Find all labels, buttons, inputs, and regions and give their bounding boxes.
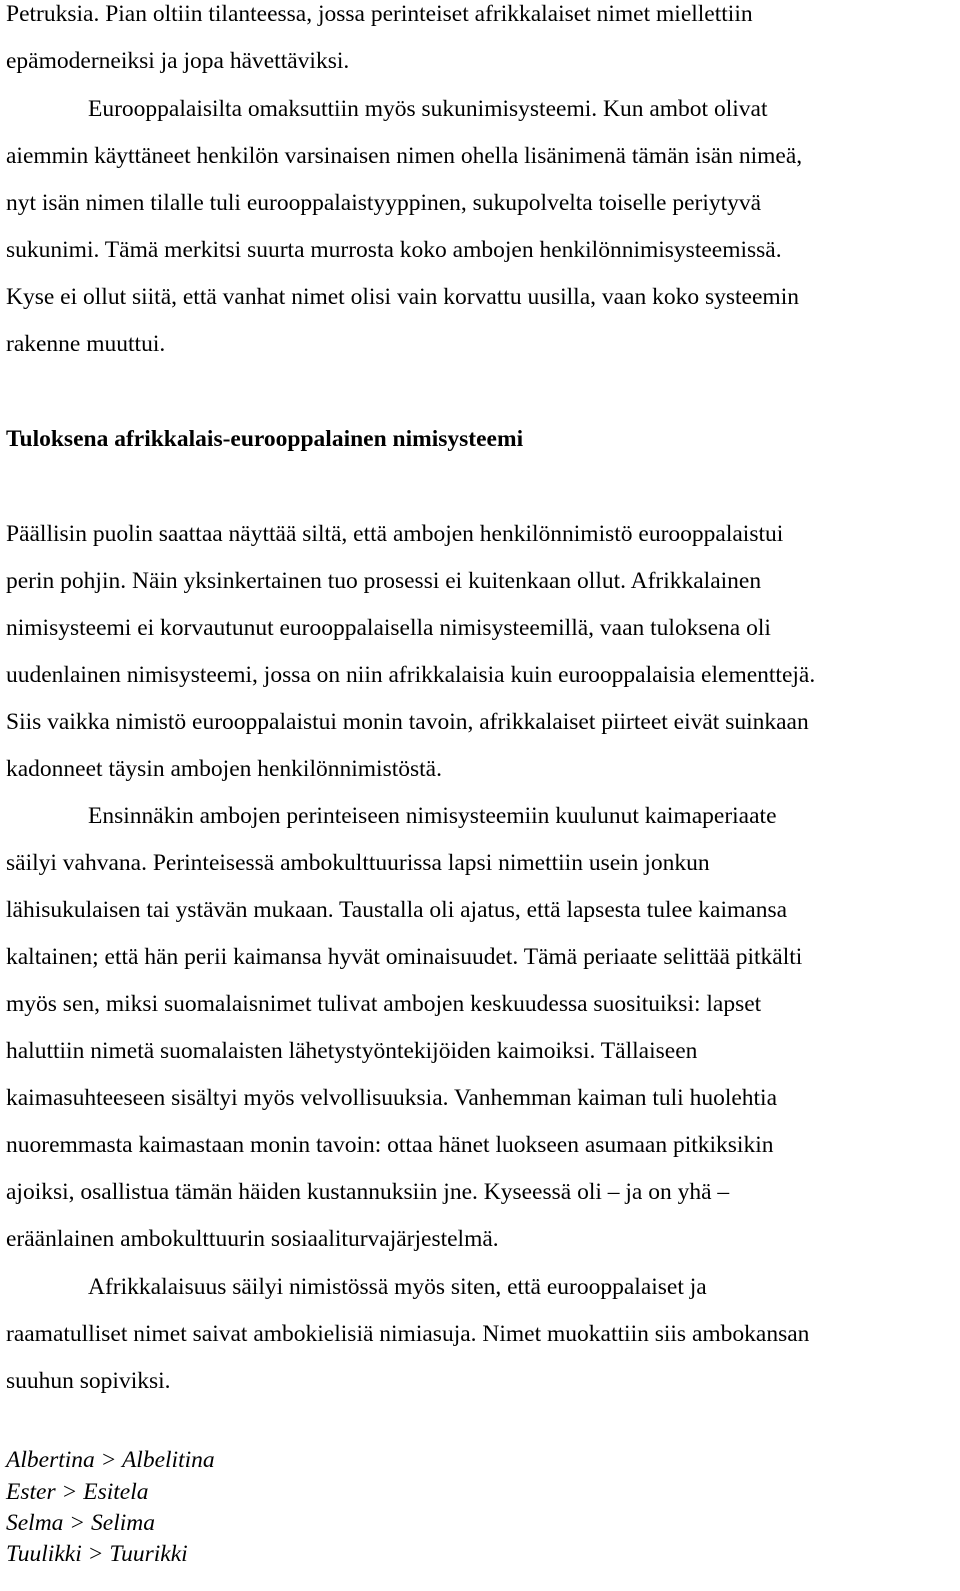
text-line: myös sen, miksi suomalaisnimet tulivat ambojen keskuudessa suosituiksi: lapset [6,991,762,1017]
text-line: Eurooppalaisilta omaksuttiin myös sukunimisysteemi. Kun ambot olivat [88,96,768,122]
text-line: Afrikkalaisuus säilyi nimistössä myös siten, että eurooppalaiset ja [88,1274,707,1300]
text-line: nuoremmasta kaimastaan monin tavoin: ottaa hänet luokseen asumaan pitkiksikin [6,1132,774,1158]
text-line: lähisukulaisen tai ystävän mukaan. Taustalla oli ajatus, että lapsesta tulee kaimansa [6,897,788,923]
text-line: kadonneet täysin ambojen henkilönnimistöstä. [6,756,442,782]
name-example: Albertina > Albelitina [6,1447,215,1473]
text-line: Petruksia. Pian oltiin tilanteessa, jossa perinteiset afrikkalaiset nimet miellettiin [6,1,753,27]
text-line: Päällisin puolin saattaa näyttää siltä, että ambojen henkilönnimistö eurooppalaistui [6,521,784,547]
text-line: perin pohjin. Näin yksinkertainen tuo prosessi ei kuitenkaan ollut. Afrikkalainen [6,568,762,594]
text-line: suuhun sopiviksi. [6,1368,171,1394]
text-line: eräänlainen ambokulttuurin sosiaaliturvajärjestelmä. [6,1226,499,1252]
text-line: Kyse ei ollut siitä, että vanhat nimet olisi vain korvattu uusilla, vaan koko systeemin [6,284,799,310]
section-heading: Tuloksena afrikkalais-eurooppalainen nimisysteemi [6,426,524,452]
text-line: haluttiin nimetä suomalaisten lähetystyöntekijöiden kaimoiksi. Tällaiseen [6,1038,698,1064]
text-line: sukunimi. Tämä merkitsi suurta murrosta koko ambojen henkilönnimisysteemissä. [6,237,782,263]
name-example: Ester > Esitela [6,1479,149,1505]
text-line: nyt isän nimen tilalle tuli eurooppalaistyyppinen, sukupolvelta toiselle periytyvä [6,190,762,216]
text-line: ajoiksi, osallistua tämän häiden kustannuksiin jne. Kyseessä oli – ja on yhä – [6,1179,730,1205]
text-line: Ensinnäkin ambojen perinteiseen nimisysteemiin kuulunut kaimaperiaate [88,803,777,829]
name-example: Selma > Selima [6,1510,155,1536]
text-line: aiemmin käyttäneet henkilön varsinaisen nimen ohella lisänimenä tämän isän nimeä, [6,143,803,169]
name-example: Tuulikki > Tuurikki [6,1541,188,1567]
text-line: kaimasuhteeseen sisältyi myös velvollisuuksia. Vanhemman kaiman tuli huolehtia [6,1085,778,1111]
text-line: epämoderneiksi ja jopa hävettäviksi. [6,48,350,74]
text-line: rakenne muuttui. [6,331,166,357]
text-line: säilyi vahvana. Perinteisessä ambokulttuurissa lapsi nimettiin usein jonkun [6,850,710,876]
text-line: nimisysteemi ei korvautunut eurooppalaisella nimisysteemillä, vaan tuloksena oli [6,615,771,641]
text-line: kaltainen; että hän perii kaimansa hyvät ominaisuudet. Tämä periaate selittää pitkälti [6,944,803,970]
text-line: raamatulliset nimet saivat ambokielisiä nimiasuja. Nimet muokattiin siis ambokansan [6,1321,810,1347]
text-line: Siis vaikka nimistö eurooppalaistui monin tavoin, afrikkalaiset piirteet eivät suinkaan [6,709,809,735]
text-line: uudenlainen nimisysteemi, jossa on niin afrikkalaisia kuin eurooppalaisia elementtejä. [6,662,816,688]
